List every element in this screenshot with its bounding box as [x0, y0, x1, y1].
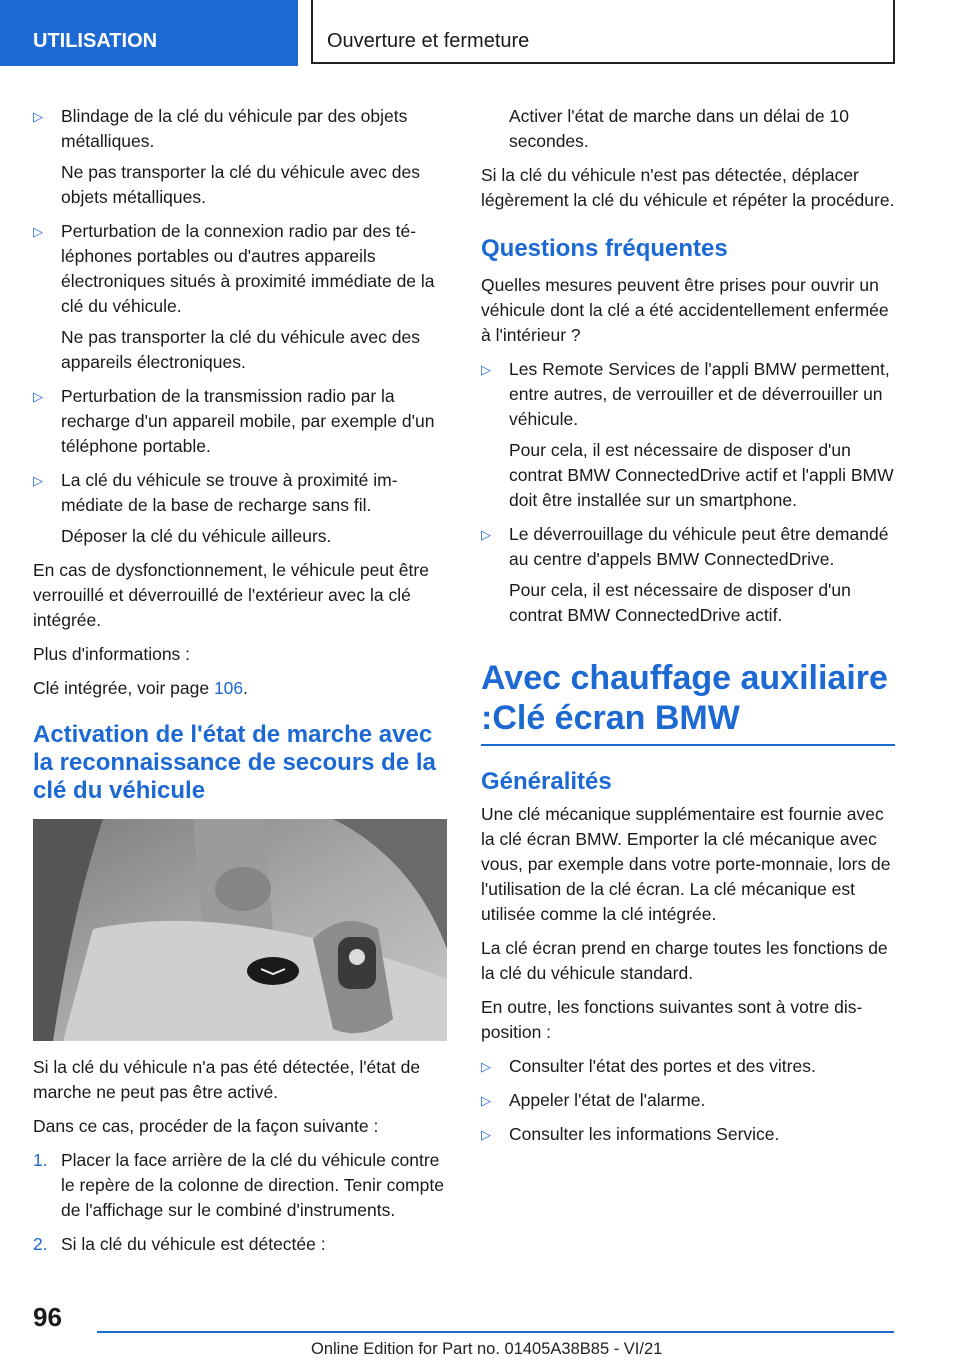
triangle-bullet-icon: ▷ — [33, 109, 43, 124]
list-item — [481, 104, 895, 154]
faq-heading: Questions fréquentes — [481, 235, 728, 262]
edition-footer: Online Edition for Part no. 01405A38B85 - VI/21 — [311, 1340, 663, 1358]
triangle-bullet-icon: ▷ — [481, 1127, 491, 1142]
triangle-bullet-icon: ▷ — [33, 473, 43, 488]
triangle-bullet-icon: ▷ — [33, 224, 43, 239]
triangle-bullet-icon: ▷ — [481, 1093, 491, 1108]
more-info-paragraph: Plus d'informations : — [33, 644, 191, 664]
step-number: 1. — [33, 1150, 48, 1170]
triangle-bullet-icon: ▷ — [33, 389, 43, 404]
list-item — [481, 522, 895, 628]
function-item: Appeler l'état de l'alarme. — [509, 1090, 706, 1110]
bullet-subtext: Pour cela, il est nécessaire de disposer d'un contrat BMW ConnectedDrive actif. — [509, 580, 851, 625]
list-item — [481, 1122, 895, 1147]
list-item — [33, 104, 447, 210]
step-continuation: Activer l'état de marche dans un délai de 10 secondes. — [509, 106, 849, 151]
left-column — [33, 104, 447, 1266]
general-paragraph-3: En outre, les fonctions suivantes sont à votre disposition : — [481, 997, 863, 1042]
not-detected-paragraph-2: Si la clé du véhicule n'est pas détectée, déplacer légèrement la clé du véhicule et répéter la procédure. — [481, 165, 895, 210]
activation-heading: Activation de l'état de marche avec la reconnaissance de secours de la clé du véhicule — [33, 721, 436, 804]
list-item — [33, 384, 447, 459]
footer-divider — [97, 1331, 894, 1333]
not-detected-paragraph: Si la clé du véhicule n'a pas été détectée, l'état de marche ne peut pas être activé. — [33, 1057, 421, 1102]
list-item — [33, 1232, 447, 1257]
function-item: Consulter les informations Service. — [509, 1124, 780, 1144]
triangle-bullet-icon: ▷ — [481, 527, 491, 542]
section-tab: UTILISATION — [0, 0, 298, 66]
page-link[interactable]: 106 — [213, 678, 244, 698]
step-text: Si la clé du véhicule est détectée : — [61, 1234, 326, 1254]
faq-question: Quelles mesures peuvent être prises pour ouvrir un véhicule dont la clé a été accidentellement enfermée à l'intérieur ? — [481, 275, 889, 345]
bullet-subtext: Déposer la clé du véhicule ailleurs. — [61, 526, 332, 546]
general-paragraph-1: Une clé mécanique supplémentaire est fournie avec la clé écran BMW. Emporter la clé mécanique avec vous, par exemple dans votre porte-monnaie, lors de l'utilisation de la clé écran. La clé mécanique est utilisée comme la clé intégrée. — [481, 804, 891, 924]
list-item — [33, 468, 447, 549]
triangle-bullet-icon: ▷ — [481, 1059, 491, 1074]
function-item: Consulter l'état des portes et des vitres. — [509, 1056, 816, 1076]
triangle-bullet-icon: ▷ — [481, 362, 491, 377]
bullet-text: Perturbation de la connexion radio par des téléphones portables ou d'autres appareils électroniques situés à proximité immédiate de la clé du véhicule. — [61, 221, 435, 316]
step-number: 2. — [33, 1234, 48, 1254]
bullet-subtext: Ne pas transporter la clé du véhicule avec des objets métalliques. — [61, 162, 420, 207]
page-reference: Clé intégrée, voir page 106. — [33, 678, 249, 698]
procedure-paragraph: Dans ce cas, procéder de la façon suivante : — [33, 1116, 379, 1136]
bullet-subtext: Pour cela, il est nécessaire de disposer d'un contrat BMW ConnectedDrive actif et l'appli BMW doit être installée sur un smartphone. — [509, 440, 894, 510]
list-item — [33, 1148, 447, 1223]
chapter-title: Ouverture et fermeture — [311, 0, 895, 64]
steering-column-key-photo — [33, 819, 447, 1041]
bullet-subtext: Ne pas transporter la clé du véhicule avec des appareils électroniques. — [61, 327, 420, 372]
page-number: 96 — [33, 1302, 62, 1332]
bullet-text: Les Remote Services de l'appli BMW permettent, entre autres, de verrouiller et de déverrouiller un véhicule. — [509, 359, 890, 429]
main-heading: Avec chauffage auxiliaire :Clé écran BMW — [481, 658, 895, 746]
general-heading: Généralités — [481, 768, 612, 795]
list-item — [33, 219, 447, 375]
bullet-text: La clé du véhicule se trouve à proximité immédiate de la base de recharge sans fil. — [61, 470, 398, 515]
bullet-text: Le déverrouillage du véhicule peut être demandé au centre d'appels BMW ConnectedDrive. — [509, 524, 889, 569]
general-paragraph-2: La clé écran prend en charge toutes les fonctions de la clé du véhicule standard. — [481, 938, 888, 983]
list-item — [481, 1054, 895, 1079]
page-header — [0, 0, 960, 66]
bullet-text: Blindage de la clé du véhicule par des objets métalliques. — [61, 106, 408, 151]
bullet-text: Perturbation de la transmission radio par la recharge d'un appareil mobile, par exemple d'un téléphone portable. — [61, 386, 435, 456]
malfunction-paragraph: En cas de dysfonctionnement, le véhicule peut être verrouillé et déverrouillé de l'extérieur avec la clé intégrée. — [33, 560, 429, 630]
step-text: Placer la face arrière de la clé du véhicule contre le repère de la colonne de direction. Tenir compte de l'affichage sur le combiné d'instruments. — [61, 1150, 444, 1220]
right-column — [481, 104, 895, 1156]
list-item — [481, 357, 895, 513]
list-item — [481, 1088, 895, 1113]
